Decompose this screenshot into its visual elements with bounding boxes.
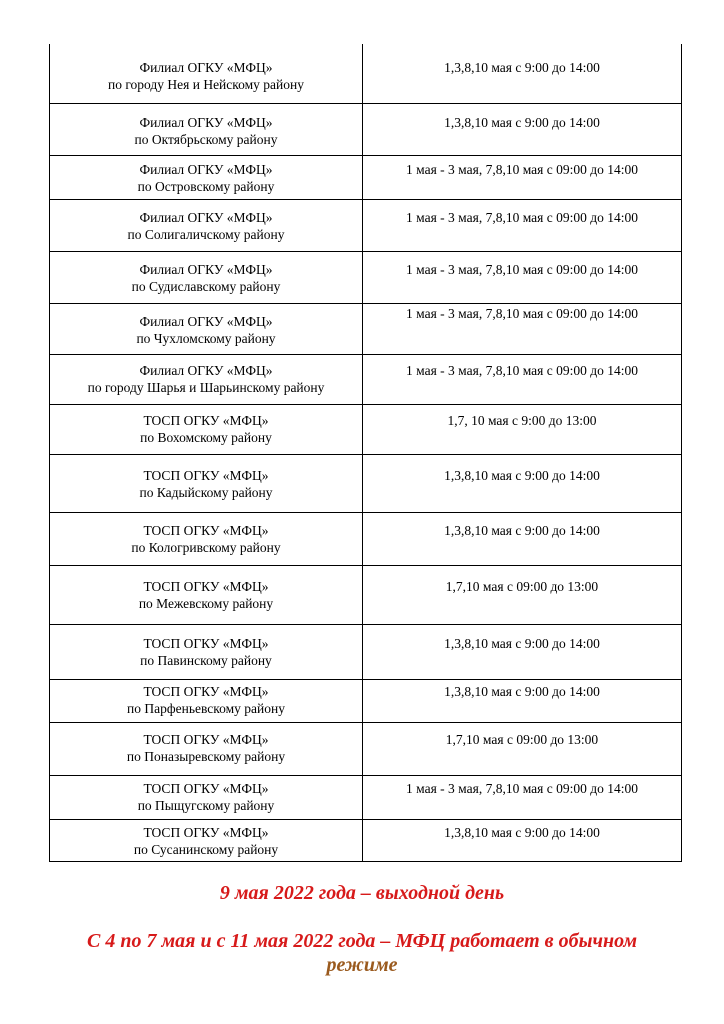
hours-cell: 1,3,8,10 мая с 9:00 до 14:00 [363,679,682,722]
table-row [50,44,682,103]
office-cell [50,565,363,624]
office-area: по Солигаличскому району [127,226,285,242]
office-area: по Островскому району [137,178,275,194]
office-type: Филиал ОГКУ «МФЦ» [139,362,273,378]
hours-cell: 1,7,10 мая с 09:00 до 13:00 [363,722,682,775]
office-area: по городу Нея и Нейскому району [107,77,304,92]
office-type: ТОСП ОГКУ «МФЦ» [143,412,269,428]
office-type: ТОСП ОГКУ «МФЦ» [143,467,269,483]
office-cell [50,512,363,565]
table-row [50,819,682,861]
office-type: ТОСП ОГКУ «МФЦ» [143,780,269,796]
office-type: Филиал ОГКУ «МФЦ» [139,161,273,177]
office-type: ТОСП ОГКУ «МФЦ» [143,683,269,699]
schedule-table-body [50,44,682,861]
table-row [50,251,682,303]
office-cell [50,155,363,199]
office-area: по Вохомскому району [140,429,272,445]
office-area: по Октябрьскому району [134,131,278,147]
table-row [50,454,682,512]
office-area: по Кадыйскому району [139,484,273,500]
schedule-table [49,44,682,862]
hours-cell: 1,3,8,10 мая с 9:00 до 14:00 [363,454,682,512]
office-type: ТОСП ОГКУ «МФЦ» [143,731,269,747]
hours-cell: 1 мая - 3 мая, 7,8,10 мая с 09:00 до 14:00 [363,199,682,251]
office-area: по Пыщугскому району [137,797,275,813]
office-area: по Парфеньевскому району [127,700,285,716]
table-row [50,155,682,199]
office-type: Филиал ОГКУ «МФЦ» [139,114,273,130]
office-area: по Судиславскому району [131,278,281,294]
hours-cell: 1,3,8,10 мая с 9:00 до 14:00 [363,103,682,155]
hours-cell: 1,3,8,10 мая с 9:00 до 14:00 [363,512,682,565]
table-row [50,303,682,354]
table-row [50,679,682,722]
office-cell [50,404,363,454]
office-cell [50,199,363,251]
office-cell [50,354,363,404]
office-type: ТОСП ОГКУ «МФЦ» [143,522,269,538]
regular-schedule-note-part2: режиме [326,954,398,976]
office-area: по городу Шарья и Шарьинскому району [87,379,325,395]
table-row [50,512,682,565]
regular-schedule-note [30,929,694,977]
table-row [50,199,682,251]
office-type: ТОСП ОГКУ «МФЦ» [143,635,269,651]
office-type: ТОСП ОГКУ «МФЦ» [143,824,269,840]
table-row [50,354,682,404]
office-cell [50,722,363,775]
hours-cell: 1,7,10 мая с 09:00 до 13:00 [363,565,682,624]
office-cell [50,454,363,512]
office-type: Филиал ОГКУ «МФЦ» [139,60,273,75]
table-row [50,775,682,819]
hours-cell: 1 мая - 3 мая, 7,8,10 мая с 09:00 до 14:00 [363,354,682,404]
table-row [50,624,682,679]
table-row [50,565,682,624]
hours-cell: 1,3,8,10 мая с 9:00 до 14:00 [363,819,682,861]
office-cell [50,44,363,103]
office-cell [50,775,363,819]
office-area: по Сусанинскому району [133,841,279,857]
office-cell [50,679,363,722]
office-type: ТОСП ОГКУ «МФЦ» [143,578,269,594]
hours-cell: 1 мая - 3 мая, 7,8,10 мая с 09:00 до 14:00 [363,251,682,303]
office-cell [50,103,363,155]
office-area: по Чухломскому району [136,330,276,346]
office-type: Филиал ОГКУ «МФЦ» [139,209,273,225]
office-area: по Кологривскому району [131,539,281,555]
office-cell [50,251,363,303]
office-area: по Поназыревскому району [126,748,286,764]
office-cell [50,624,363,679]
office-type: Филиал ОГКУ «МФЦ» [139,261,273,277]
hours-cell: 1 мая - 3 мая, 7,8,10 мая с 09:00 до 14:00 [363,155,682,199]
office-area: по Павинскому району [140,652,272,668]
hours-cell: 1 мая - 3 мая, 7,8,10 мая с 09:00 до 14:00 [363,303,682,354]
holiday-note: 9 мая 2022 года – выходной день [219,882,505,904]
hours-cell: 1 мая - 3 мая, 7,8,10 мая с 09:00 до 14:00 [363,775,682,819]
office-area: по Межевскому району [138,595,274,611]
table-row [50,103,682,155]
office-cell [50,819,363,861]
office-cell [50,303,363,354]
table-row [50,722,682,775]
regular-schedule-note-part1: С 4 по 7 мая и с 11 мая 2022 года – МФЦ работает в обычном [86,930,638,952]
table-row [50,404,682,454]
hours-cell: 1,3,8,10 мая с 9:00 до 14:00 [363,44,682,103]
office-type: Филиал ОГКУ «МФЦ» [139,313,273,329]
hours-cell: 1,3,8,10 мая с 9:00 до 14:00 [363,624,682,679]
hours-cell: 1,7, 10 мая с 9:00 до 13:00 [363,404,682,454]
